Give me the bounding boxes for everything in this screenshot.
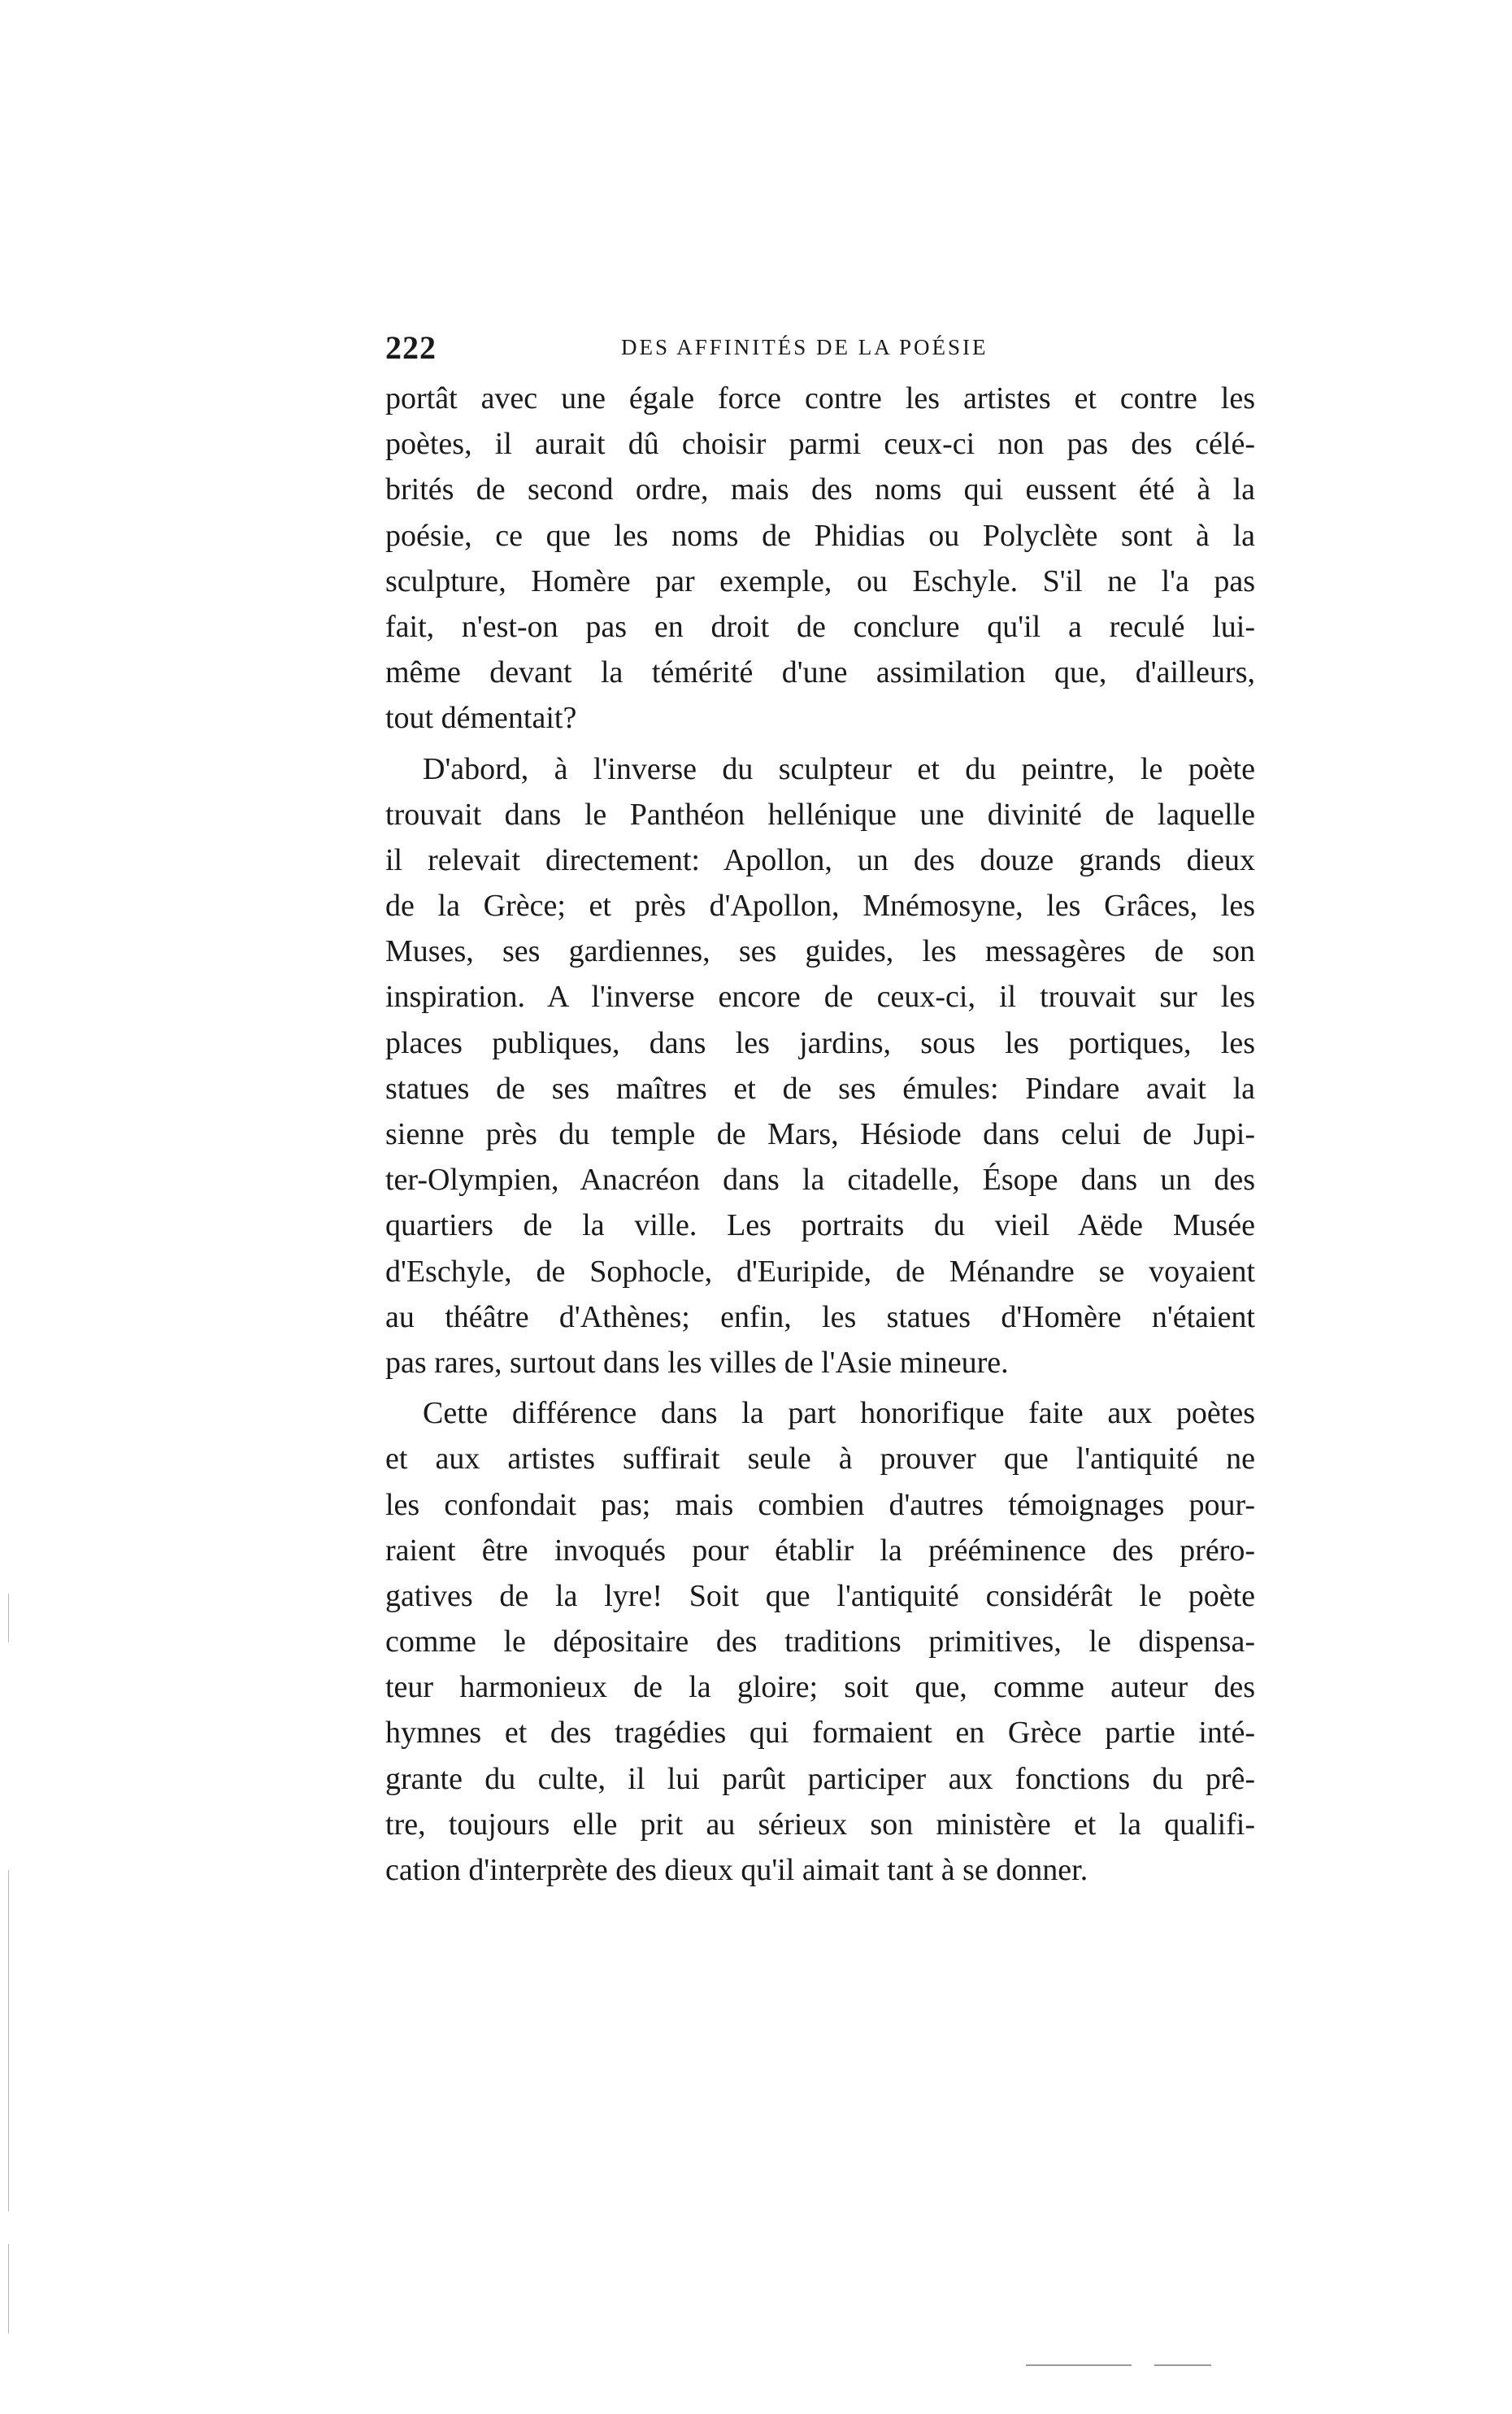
text-line: Muses, ses gardiennes, ses guides, les messagères de son [385, 934, 1255, 969]
scan-margin-mark [8, 2244, 9, 2334]
text-line: pas rares, surtout dans les villes de l'Asie mineure. [385, 1345, 1009, 1380]
text-line: trouvait dans le Panthéon hellénique une divinité de laquelle [385, 797, 1255, 832]
text-line: poètes, il aurait dû choisir parmi ceux-ci non pas des célé- [385, 427, 1255, 462]
text-line: sienne près du temple de Mars, Hésiode dans celui de Jupi- [385, 1117, 1255, 1151]
running-head [385, 328, 1255, 369]
text-line: grante du culte, il lui parût participer aux fonctions du prê- [385, 1761, 1255, 1796]
text-line: comme le dépositaire des traditions primitives, le dispensa- [385, 1625, 1255, 1659]
scan-margin-mark [8, 1870, 9, 2212]
text-line: poésie, ce que les noms de Phidias ou Polyclète sont à la [385, 518, 1255, 553]
text-line: raient être invoqués pour établir la prééminence des préro- [385, 1533, 1255, 1568]
paragraph [385, 376, 1255, 742]
text-line: de la Grèce; et près d'Apollon, Mnémosyne, les Grâces, les [385, 889, 1255, 924]
text-line: ter-Olympien, Anacréon dans la citadelle, Ésope dans un des [385, 1163, 1255, 1198]
text-line: portât avec une égale force contre les artistes et contre les [385, 381, 1255, 415]
text-line: tout démentait? [385, 701, 577, 736]
running-title: DES AFFINITÉS DE LA POÉSIE [621, 335, 988, 359]
text-line: teur harmonieux de la gloire; soit que, comme auteur des [385, 1670, 1255, 1705]
text-line: sculpture, Homère par exemple, ou Eschyle. S'il ne l'a pas [385, 563, 1255, 598]
text-line: cation d'interprète des dieux qu'il aimait tant à se donner. [385, 1853, 1088, 1887]
text-line: D'abord, à l'inverse du sculpteur et du peintre, le poète [423, 751, 1255, 786]
text-line: tre, toujours elle prit au sérieux son ministère et la qualifi- [385, 1807, 1255, 1842]
text-line: les confondait pas; mais combien d'autres témoignages pour- [385, 1487, 1255, 1522]
text-line: hymnes et des tragédies qui formaient en Grèce partie inté- [385, 1716, 1255, 1751]
text-line: fait, n'est-on pas en droit de conclure qu'il a reculé lui- [385, 609, 1255, 644]
page-number: 222 [385, 329, 437, 366]
text-line: gatives de la lyre! Soit que l'antiquité considérât le poète [385, 1578, 1255, 1613]
text-line: il relevait directement: Apollon, un des douze grands dieux [385, 842, 1255, 877]
paragraph [385, 1390, 1255, 1893]
text-line: quartiers de la ville. Les portraits du vieil Aëde Musée [385, 1208, 1255, 1243]
text-line: statues de ses maîtres et de ses émules: Pindare avait la [385, 1071, 1255, 1106]
text-line: d'Eschyle, de Sophocle, d'Euripide, de Ménandre se voyaient [385, 1254, 1255, 1289]
scan-bottom-mark [1026, 2364, 1132, 2366]
body-text [385, 376, 1255, 1893]
text-line: et aux artistes suffirait seule à prouver que l'antiquité ne [385, 1442, 1255, 1477]
text-line: même devant la témérité d'une assimilation que, d'ailleurs, [385, 655, 1255, 690]
text-line: brités de second ordre, mais des noms qui eussent été à la [385, 472, 1255, 507]
text-line: places publiques, dans les jardins, sous les portiques, les [385, 1025, 1255, 1060]
text-line: au théâtre d'Athènes; enfin, les statues d'Homère n'étaient [385, 1299, 1255, 1334]
text-line: Cette différence dans la part honorifique faite aux poètes [423, 1396, 1255, 1431]
scan-bottom-mark [1154, 2364, 1211, 2366]
scan-margin-mark [8, 1594, 9, 1642]
paragraph [385, 746, 1255, 1386]
text-line: inspiration. A l'inverse encore de ceux-ci, il trouvait sur les [385, 980, 1255, 1015]
